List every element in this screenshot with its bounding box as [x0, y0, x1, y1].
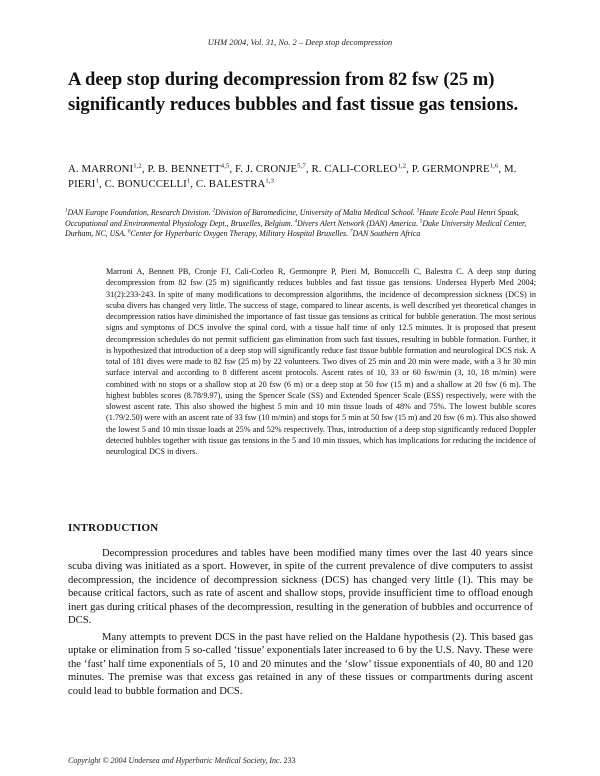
author-name: M. PIERI: [68, 163, 517, 190]
page-number: 233: [283, 756, 296, 765]
affiliation-marker: 2: [212, 208, 216, 214]
author-affiliation-marker: 1: [95, 177, 99, 185]
intro-paragraph-1: Decompression procedures and tables have been modified many times over the last 40 years since scuba diving was initiated as a sport. However, in spite of the current prevalence of dive computers to assist decompression, the incidence of decompression sickness (DCS) has changed very little (1). This may be because critical factors, such as rate of ascent and shallow stops, provide insufficient time to offload enough inert gas during critical phases of the decompression, resulting in the generation of bubbles and occurrence of DCS.: [68, 548, 533, 627]
author-separator: ,: [229, 163, 236, 175]
affiliation-marker: 3: [416, 208, 420, 214]
author-name: A. MARRONI: [68, 163, 134, 175]
intro-paragraph-2: Many attempts to prevent DCS in the past have relied on the Haldane hypothesis (2). This based gas uptake or elimination from 5 so-called ‘tissue’ exponentials later increased to 6 by the U.S. Navy. These were the ‘fast’ half time exponentials of 5, 10 and 20 minutes and the ‘slow’ tissue exponentials of 40, 80 and 120 minutes. The premise was that excess gas retained in any of these tissues or compartments during ascent could lead to bubble formation and DCS.: [68, 632, 533, 697]
affiliation-text: Division of Baromedicine, University of Malta Medical School.: [215, 208, 417, 217]
copyright-notice: Copyright © 2004 Undersea and Hyperbaric Medical Society, Inc.: [68, 756, 282, 765]
author-affiliation-marker: 1,2: [397, 162, 407, 170]
affiliation-text: Haute Ecole Paul Henri Spaak, Occupational and Environmental Physiology Dept., Bruxelles, Belgium.: [65, 208, 519, 228]
affiliation-marker: 1: [65, 208, 68, 214]
author-separator: ,: [498, 163, 505, 175]
abstract: Marroni A, Bennett PB, Cronje FJ, Cali-Corleo R, Germonpre P, Pieri M, Bonuccelli C, Balestra C. A deep stop during decompression from 82 fsw (25 m) significantly reduces bubbles and fast tissue gas tensions. Undersea Hyperb Med 2004; 31(2):233-243. In spite of many modifications to decompression algorithms, the incidence of decompression sickness (DCS) in scuba divers has changed very little. The success of stage, compared to linear ascents, is well described yet theoretical changes in decompression ratios have diminished the importance of fast tissue gas tensions as critical for bubble generation. The most serious signs and symptoms of DCS involve the spinal cord, with a tissue half time of only 12.5 minutes. It is proposed that present decompression schedules do not permit sufficient gas elimination from such fast tissues, resulting in bubble formation. Further, it is hypothesized that introduction of a deep stop will significantly reduce fast tissue bubble formation and neurological DCS risk. A total of 181 dives were made to 82 fsw (25 m) by 22 volunteers. Two dives of 25 min and 20 min were made, with a 3 hr 30 min surface interval and according to 8 different ascent protocols. Ascent rates of 10, 33 or 60 fsw/min (3, 10, 18 m/min) were combined with no stops or a shallow stop at 20 fsw (6 m) or a deep stop at 50 fsw (15 m) and a shallow at 20 fsw (6 m). The highest bubbles scores (8.78/9.97), using the Spencer Scale (SS) and Extended Spencer Scale (ESS) respectively, were with the slowest ascent rate. This also showed the highest 5 min and 10 min tissue loads of 48% and 75%. The lowest bubble scores (1.79/2.50) were with an ascent rate of 33 fsw (10 m/min) and stops for 5 min at 50 fsw (15 m) and 20 fsw (6 m). This also showed the lowest 5 and 10 min tissue loads at 25% and 52% respectively. Thus, introduction of a deep stop significantly reduced Doppler detected bubbles together with tissue gas tensions in the 5 and 10 min tissues, which has implications for reducing the incidence of neurological DCS in divers.: [106, 267, 536, 456]
affiliation-text: DAN Europe Foundation, Research Division.: [67, 208, 213, 217]
affiliation-text: DAN Southern Africa: [352, 229, 421, 239]
section-heading-introduction: INTRODUCTION: [68, 522, 159, 534]
affiliation-text: Duke University Medical Center, Durham, NC, USA.: [65, 218, 527, 239]
author-list: [68, 162, 538, 192]
author-separator: ,: [190, 178, 196, 190]
affiliations: [65, 208, 545, 240]
author-separator: ,: [98, 178, 105, 190]
author-separator: ,: [141, 163, 148, 175]
author-name: R. CALI-CORLEO: [311, 163, 398, 175]
running-header: UHM 2004, Vol. 31, No. 2 – Deep stop decompression: [207, 37, 393, 47]
affiliation-text: Center for Hyperbaric Oxygen Therapy, Military Hospital Bruxelles.: [130, 229, 351, 239]
author-name: C. BALESTRA: [195, 178, 266, 190]
author-affiliation-marker: 1,6: [489, 162, 499, 170]
author-affiliation-marker: 1: [186, 177, 191, 185]
affiliation-marker: 4: [294, 218, 298, 224]
author-separator: ,: [305, 163, 312, 175]
affiliation-marker: 6: [128, 229, 131, 235]
affiliation-text: Divers Alert Network (DAN) America.: [297, 218, 420, 228]
author-name: C. BONUCCELLI: [104, 178, 187, 190]
author-name: F. J. CRONJE: [235, 163, 298, 175]
page-footer: [68, 756, 296, 765]
author-affiliation-marker: 1,3: [265, 177, 275, 185]
article-title: A deep stop during decompression from 82 fsw (25 m) significantly reduces bubbles and fast tissue gas tensions.: [68, 69, 519, 115]
author-name: P. B. BENNETT: [147, 163, 221, 175]
author-separator: ,: [406, 163, 412, 175]
author-affiliation-marker: 5,7: [297, 162, 306, 170]
author-affiliation-marker: 4,5: [220, 162, 230, 170]
affiliation-marker: 7: [350, 229, 353, 235]
author-name: P. GERMONPRE: [411, 163, 490, 175]
affiliation-marker: 5: [419, 218, 423, 224]
author-affiliation-marker: 1,2: [133, 162, 142, 170]
